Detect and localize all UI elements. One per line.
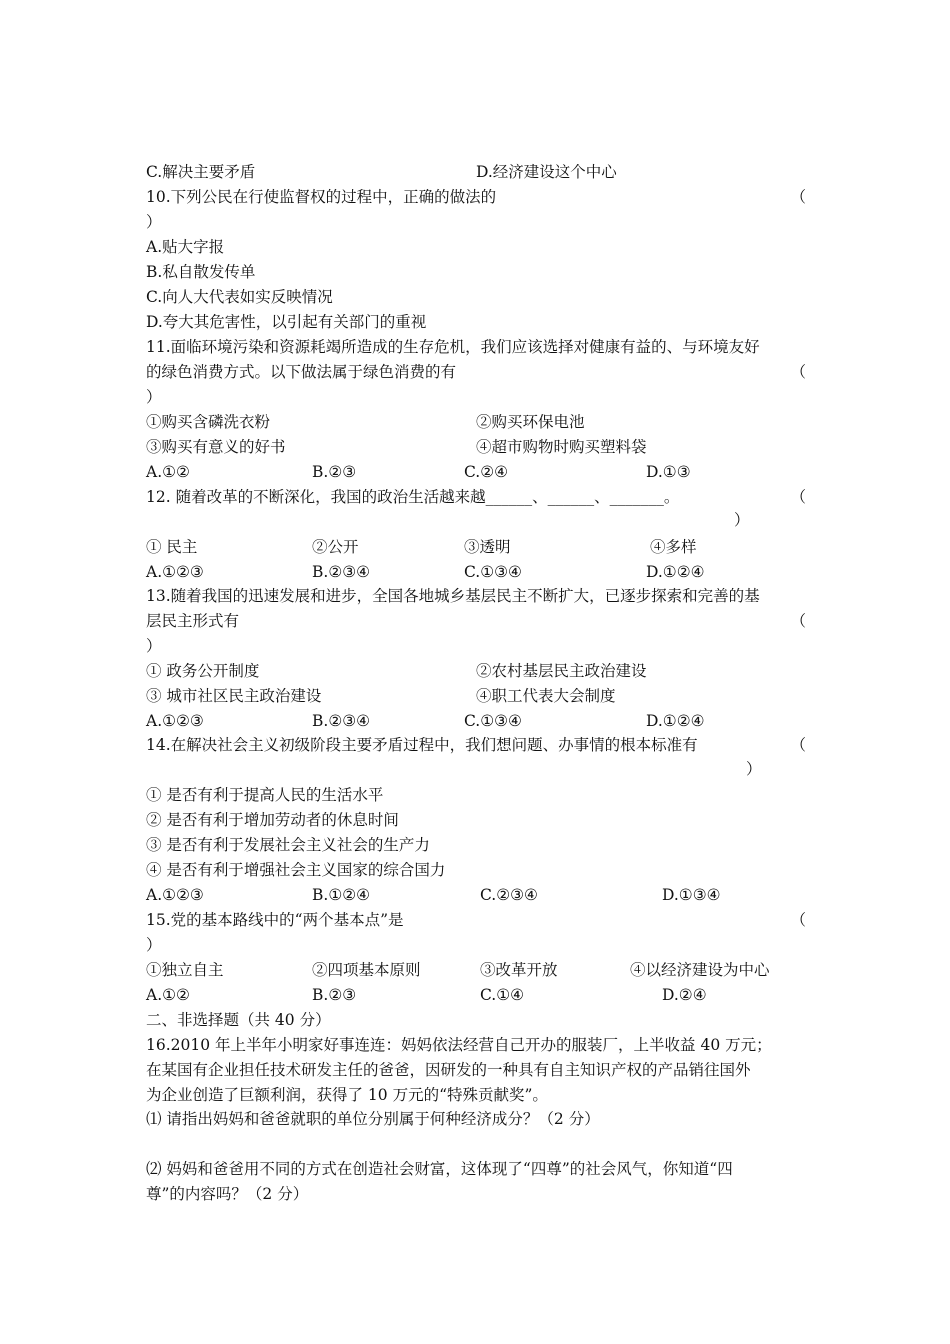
q11-choice-d: D.①③ xyxy=(646,463,691,481)
q14-item-1: ① 是否有利于提高人民的生活水平 xyxy=(146,786,384,804)
q16-sub-question-2-line2: 尊”的内容吗？（2 分） xyxy=(146,1185,309,1203)
q15-paren-close: ） xyxy=(146,936,162,954)
q14-stem: 14.在解决社会主义初级阶段主要矛盾过程中，我们想问题、办事情的根本标准有 xyxy=(146,736,698,754)
q13-paren-close: ） xyxy=(146,637,162,655)
q10-option-b: B.私自散发传单 xyxy=(146,263,256,281)
q9-options-cd xyxy=(146,160,806,185)
q16-sub-question-1: ⑴ 请指出妈妈和爸爸就职的单位分别属于何种经济成分？（2 分） xyxy=(146,1110,600,1128)
q11-item-1: ①购买含磷洗衣粉 xyxy=(146,413,271,431)
q11-paren-close: ） xyxy=(146,388,162,406)
q12-choice-d: D.①②④ xyxy=(646,563,705,581)
q10-option-d: D.夸大其危害性，以引起有关部门的重视 xyxy=(146,313,427,331)
q13-choice-a: A.①②③ xyxy=(146,712,204,730)
q14-paren-open: （ xyxy=(790,736,806,754)
q15-item-3: ③改革开放 xyxy=(480,961,558,979)
q10-stem: 10.下列公民在行使监督权的过程中，正确的做法的 xyxy=(146,188,497,206)
q10-option-a: A.贴大字报 xyxy=(146,238,225,256)
q15-choice-c: C.①④ xyxy=(480,986,525,1004)
q12-item-1: ① 民主 xyxy=(146,538,198,556)
q16-sub-question-2-line1: ⑵ 妈妈和爸爸用不同的方式在创造社会财富，这体现了“四尊”的社会风气，你知道“四 xyxy=(146,1160,733,1178)
q12-stem: 12. 随着改革的不断深化，我国的政治生活越来越______、______、_______。 xyxy=(146,488,680,506)
q12-item-4: ④多样 xyxy=(650,538,697,556)
q16-paragraph-line1: 16.2010 年上半年小明家好事连连：妈妈依法经营自己开办的服装厂，上半收益 40 万元； xyxy=(146,1036,772,1054)
q11-items-row1 xyxy=(146,410,806,435)
q14-item-4: ④ 是否有利于增强社会主义国家的综合国力 xyxy=(146,861,446,879)
section-title: 二、非选择题（共 40 分） xyxy=(146,1011,331,1029)
q11-stem-line2 xyxy=(146,360,806,385)
q9-option-c: C.解决主要矛盾 xyxy=(146,163,256,181)
q13-choice-c: C.①③④ xyxy=(464,712,522,730)
q14-item-2: ② 是否有利于增加劳动者的休息时间 xyxy=(146,811,399,829)
q13-choice-d: D.①②④ xyxy=(646,712,705,730)
q15-item-1: ①独立自主 xyxy=(146,961,224,979)
q14-stem-line xyxy=(146,733,806,758)
q13-stem-line2 xyxy=(146,609,806,634)
q15-item-2: ②四项基本原则 xyxy=(312,961,421,979)
q12-choices xyxy=(146,560,806,585)
q13-paren-open: （ xyxy=(790,612,806,630)
q13-item-3: ③ 城市社区民主政治建设 xyxy=(146,687,322,705)
q11-stem: 的绿色消费方式。以下做法属于绿色消费的有 xyxy=(146,363,457,381)
q10-paren-open: （ xyxy=(790,188,806,206)
q14-choice-c: C.②③④ xyxy=(480,886,538,904)
q10-option-c: C.向人大代表如实反映情况 xyxy=(146,288,333,306)
q10-paren-close: ） xyxy=(146,213,162,231)
q13-stem-line1: 13.随着我国的迅速发展和进步，全国各地城乡基层民主不断扩大，已逐步探索和完善的基 xyxy=(146,587,760,605)
q16-paragraph-line3: 为企业创造了巨额利润，获得了 10 万元的“特殊贡献奖”。 xyxy=(146,1086,548,1104)
q15-items xyxy=(146,958,806,983)
q13-stem: 层民主形式有 xyxy=(146,612,240,630)
q11-items-row2 xyxy=(146,435,806,460)
q16-paragraph-line2: 在某国有企业担任技术研发主任的爸爸，因研发的一种具有自主知识产权的产品销往国外 xyxy=(146,1061,751,1079)
q14-choice-d: D.①③④ xyxy=(662,886,721,904)
q15-item-4: ④以经济建设为中心 xyxy=(630,961,770,979)
q12-stem-line xyxy=(146,485,806,510)
q15-paren-open: （ xyxy=(790,911,806,929)
q13-item-2: ②农村基层民主政治建设 xyxy=(476,662,647,680)
q15-stem: 15.党的基本路线中的“两个基本点”是 xyxy=(146,911,404,929)
q13-choices xyxy=(146,709,806,734)
q12-item-3: ③透明 xyxy=(464,538,511,556)
q15-choice-a: A.①② xyxy=(146,986,190,1004)
q12-choice-b: B.②③④ xyxy=(312,563,371,581)
q14-choices xyxy=(146,883,806,908)
q14-choice-a: A.①②③ xyxy=(146,886,204,904)
q15-choices xyxy=(146,983,806,1008)
q13-choice-b: B.②③④ xyxy=(312,712,371,730)
q10-stem-line xyxy=(146,185,806,210)
q11-stem-line1: 11.面临环境污染和资源耗竭所造成的生存危机，我们应该选择对健康有益的、与环境友好 xyxy=(146,338,760,356)
q11-choice-c: C.②④ xyxy=(464,463,509,481)
q11-choice-b: B.②③ xyxy=(312,463,357,481)
q12-paren-open: （ xyxy=(790,488,806,506)
q9-option-d: D.经济建设这个中心 xyxy=(476,163,617,181)
q13-items-row1 xyxy=(146,659,806,684)
q14-paren-close: ） xyxy=(746,760,762,778)
q13-items-row2 xyxy=(146,684,806,709)
q12-paren-close: ） xyxy=(734,511,750,529)
q11-item-4: ④超市购物时购买塑料袋 xyxy=(476,438,647,456)
q15-stem-line xyxy=(146,908,806,933)
q11-paren-open: （ xyxy=(790,363,806,381)
q11-choices xyxy=(146,460,806,485)
q15-choice-b: B.②③ xyxy=(312,986,357,1004)
q13-item-1: ① 政务公开制度 xyxy=(146,662,260,680)
q14-choice-b: B.①②④ xyxy=(312,886,371,904)
q12-item-2: ②公开 xyxy=(312,538,359,556)
q15-choice-d: D.②④ xyxy=(662,986,707,1004)
q11-item-3: ③购买有意义的好书 xyxy=(146,438,286,456)
q11-item-2: ②购买环保电池 xyxy=(476,413,585,431)
q12-items xyxy=(146,535,806,560)
q14-item-3: ③ 是否有利于发展社会主义社会的生产力 xyxy=(146,836,430,854)
q13-item-4: ④职工代表大会制度 xyxy=(476,687,616,705)
q12-choice-a: A.①②③ xyxy=(146,563,204,581)
q12-choice-c: C.①③④ xyxy=(464,563,522,581)
q11-choice-a: A.①② xyxy=(146,463,190,481)
